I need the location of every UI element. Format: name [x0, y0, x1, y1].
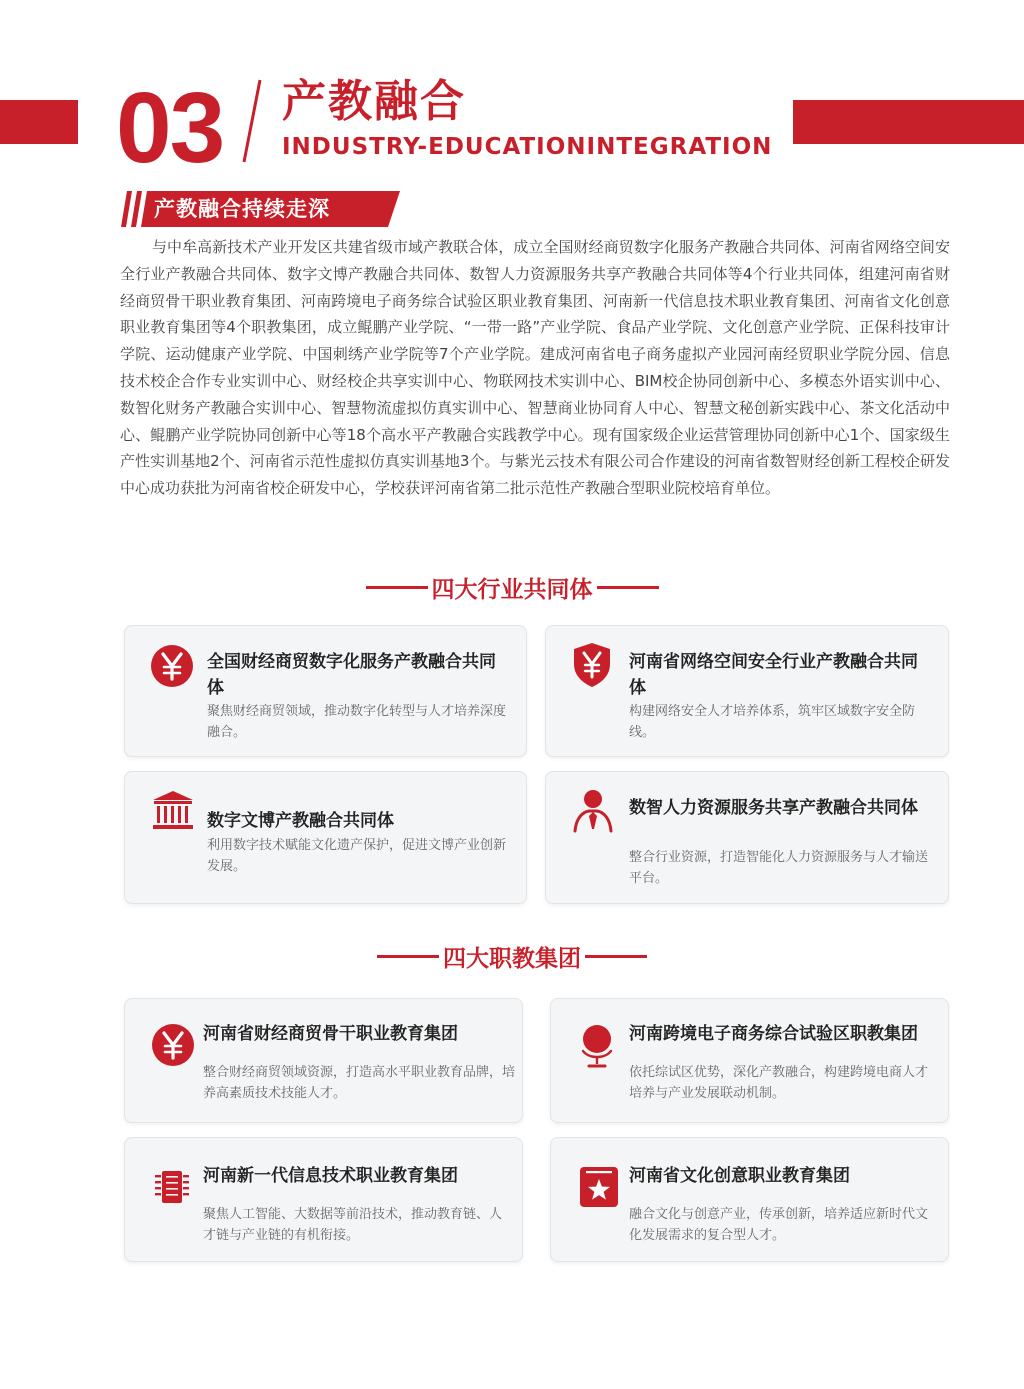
card-description: 整合行业资源，打造智能化人力资源服务与人才输送平台。 — [629, 850, 929, 886]
intro-paragraph: 与中牟高新技术产业开发区共建省级市域产教联合体，成立全国财经商贸数字化服务产教融合共同体、河南省网络空间安全行业产教融合共同体、数字文博产教融合共同体、数智人力资源服务共享产教融合共同体等4个行业共同体，组建河南省财经商贸骨干职业教育集团、河南跨境电子商务综合试验区职业教育集团、河南新一代信息技术职业教育集团、河南省文化创意职业教育集团等4个职教集团，成立鲲鹏产业学院、“一带一路”产业学院、食品产业学院、文化创意产业学院、正保科技审计学院、运动健康产业学院、中国刺绣产业学院等7个产业学院。建成河南省电子商务虚拟产业园河南经贸职业学院分园、信息技术校企合作专业实训中心、财经校企共享实训中心、物联网技术实训中心、BIM校企协同创新中心、多模态外语实训中心、数智化财务产教融合实训中心、智慧物流虚拟仿真实训中心、智慧商业协同育人中心、智慧文秘创新实践中心、茶文化活动中心、鲲鹏产业学院协同创新中心等18个高水平产教融合实践教学中心。现有国家级企业运营管理协同创新中心1个、国家级生产性实训基地2个、河南省示范性虚拟仿真实训基地3个。与紫光云技术有限公司合作建设的河南省数智财经创新工程校企研发中心成功获批为河南省校企研发中心，学校获评河南省第二批示范性产教融合型职业院校培育单位。 — [120, 238, 950, 498]
yuan-shield-icon — [572, 642, 612, 688]
card-title: 全国财经商贸数字化服务产教融合共同体 — [207, 652, 496, 698]
industry-community-card — [545, 625, 949, 757]
yuan-circle-icon — [150, 644, 194, 688]
yuan-circle-icon — [151, 1023, 195, 1067]
decorative-bar-right — [793, 100, 1024, 144]
card-description: 依托综试区优势，深化产教融合，构建跨境电商人才培养与产业发展联动机制。 — [629, 1065, 929, 1101]
card-description: 构建网络安全人才培养体系，筑牢区域数字安全防线。 — [629, 704, 916, 740]
vocational-group-card — [550, 1137, 949, 1262]
industry-communities-heading — [0, 571, 1024, 604]
card-description: 聚焦人工智能、大数据等前沿技术，推动教育链、人才链与产业链的有机衔接。 — [203, 1207, 503, 1243]
card-title: 数字文博产教融合共同体 — [207, 811, 394, 831]
industry-community-card — [545, 771, 949, 904]
vocational-groups-heading-text: 四大职教集团 — [443, 946, 581, 972]
vocational-group-card — [124, 1137, 523, 1262]
vocational-groups-heading — [0, 940, 1024, 973]
star-badge-icon — [579, 1166, 619, 1208]
card-title: 河南省网络空间安全行业产教融合共同体 — [629, 652, 918, 698]
section-banner — [118, 191, 400, 227]
industry-communities-heading-text: 四大行业共同体 — [431, 577, 593, 603]
card-title: 河南省财经商贸骨干职业教育集团 — [203, 1024, 458, 1044]
vocational-group-card — [124, 998, 523, 1123]
card-title: 河南省文化创意职业教育集团 — [629, 1166, 850, 1186]
chapter-title-en: INDUSTRY-EDUCATIONINTEGRATION — [282, 134, 773, 160]
chapter-title-cn: 产教融合 — [282, 76, 466, 127]
vocational-group-card — [550, 998, 949, 1123]
decorative-bar-left — [0, 100, 78, 144]
card-description: 融合文化与创意产业，传承创新，培养适应新时代文化发展需求的复合型人才。 — [629, 1207, 929, 1243]
person-tie-icon — [572, 789, 614, 833]
card-description: 整合财经商贸领域资源，打造高水平职业教育品牌，培养高素质技术技能人才。 — [203, 1065, 516, 1101]
heading-line-right — [585, 955, 647, 958]
industry-community-card — [124, 771, 527, 904]
industry-community-card — [124, 625, 527, 757]
card-description: 聚焦财经商贸领域，推动数字化转型与人才培养深度融合。 — [207, 704, 507, 740]
heading-line-left — [366, 586, 428, 589]
heading-line-left — [377, 955, 439, 958]
section-heading: 产教融合持续走深 — [154, 197, 330, 221]
chip-icon — [153, 1168, 191, 1206]
heading-line-right — [597, 586, 659, 589]
chapter-slash-divider — [238, 78, 266, 164]
museum-icon — [152, 790, 194, 830]
chapter-number: 03 — [116, 72, 224, 184]
card-title: 河南新一代信息技术职业教育集团 — [203, 1166, 458, 1186]
globe-icon — [579, 1021, 615, 1069]
card-title: 数智人力资源服务共享产教融合共同体 — [629, 798, 918, 818]
card-title: 河南跨境电子商务综合试验区职教集团 — [629, 1024, 918, 1044]
card-description: 利用数字技术赋能文化遗产保护，促进文博产业创新发展。 — [207, 838, 507, 874]
